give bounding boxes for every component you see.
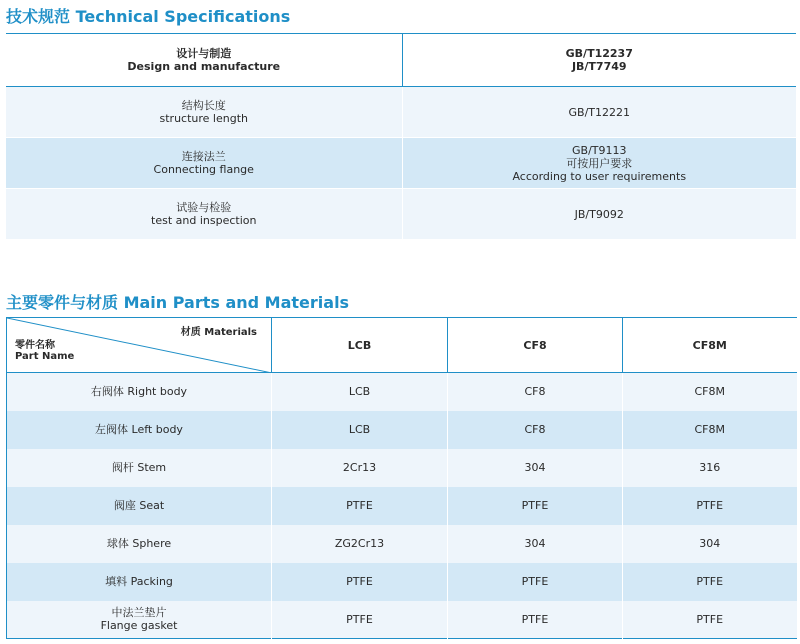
material-cell: CF8M bbox=[694, 385, 725, 399]
table-row bbox=[7, 373, 797, 411]
spec-key-en: test and inspection bbox=[151, 214, 257, 227]
part-cell: 阀杆 Stem bbox=[7, 449, 272, 487]
spec-row-test-inspection bbox=[6, 189, 796, 240]
spec-key-cell bbox=[6, 138, 402, 189]
material-cell: LCB bbox=[272, 411, 448, 449]
table-row bbox=[7, 487, 797, 525]
spec-key-cell bbox=[6, 189, 402, 240]
part-name-en: Part Name bbox=[15, 351, 75, 362]
spec-key-cn: 连接法兰 bbox=[181, 150, 226, 163]
spec-key-cn: 设计与制造 bbox=[176, 47, 232, 60]
part-cell: 阀座 Seat bbox=[7, 487, 272, 525]
material-cell: PTFE bbox=[696, 612, 724, 626]
material-cell: 2Cr13 bbox=[272, 449, 448, 487]
material-cell: ZG2Cr13 bbox=[272, 525, 448, 563]
part-cell: 球体 Sphere bbox=[7, 525, 272, 563]
part-cell: 左阀体 Left body bbox=[7, 411, 272, 449]
spec-row-design bbox=[6, 34, 796, 87]
technical-specifications-title: 技术规范 Technical Specifications bbox=[6, 7, 291, 26]
table-row bbox=[7, 411, 797, 449]
spec-key-en: structure length bbox=[159, 112, 248, 125]
part-cell bbox=[7, 601, 272, 639]
spec-value-cell bbox=[402, 34, 796, 87]
main-parts-materials-title: 主要零件与材质 Main Parts and Materials bbox=[6, 293, 350, 312]
part-name-cn: 中法兰垫片 bbox=[111, 606, 167, 620]
material-cell: 304 bbox=[448, 449, 623, 487]
material-cell: PTFE bbox=[696, 499, 724, 512]
spec-value-line: 可按用户要求 bbox=[566, 156, 633, 170]
part-name-label bbox=[15, 340, 74, 362]
spec-row-connecting-flange bbox=[6, 138, 796, 189]
material-cell: LCB bbox=[272, 373, 448, 411]
spec-value-cell bbox=[402, 138, 796, 189]
column-header-lcb: LCB bbox=[272, 318, 448, 373]
spec-key-en: Connecting flange bbox=[153, 163, 254, 176]
material-cell: PTFE bbox=[272, 487, 448, 525]
material-cell: PTFE bbox=[448, 487, 623, 525]
material-cell: PTFE bbox=[448, 563, 623, 601]
material-cell: 304 bbox=[448, 525, 623, 563]
column-header-cf8: CF8 bbox=[448, 318, 623, 373]
spec-value-line: GB/T12221 bbox=[568, 105, 630, 119]
part-name-cn: 零件名称 bbox=[15, 340, 55, 351]
spec-value-line: JB/T9092 bbox=[574, 207, 624, 221]
part-name-en: Flange gasket bbox=[100, 619, 178, 633]
spec-key-cell bbox=[6, 87, 402, 138]
material-cell: PTFE bbox=[272, 601, 448, 639]
table-row bbox=[7, 449, 797, 487]
spec-key-en: Design and manufacture bbox=[127, 60, 281, 73]
material-cell: CF8M bbox=[694, 423, 725, 436]
table-row bbox=[7, 525, 797, 563]
material-cell: PTFE bbox=[696, 575, 724, 588]
material-cell: CF8 bbox=[448, 411, 623, 449]
technical-specifications-table bbox=[6, 33, 796, 240]
material-cell: PTFE bbox=[272, 563, 448, 601]
spec-row-structure-length bbox=[6, 87, 796, 138]
spec-value-line: GB/T12237 bbox=[565, 47, 633, 60]
material-cell: PTFE bbox=[448, 601, 623, 639]
spec-value-line: According to user requirements bbox=[512, 169, 687, 183]
column-header-cf8m: CF8M bbox=[623, 318, 797, 373]
part-cell: 右阀体 Right body bbox=[7, 373, 272, 411]
material-cell: 304 bbox=[699, 537, 721, 550]
spec-value-cell bbox=[402, 87, 796, 138]
spec-value-line: GB/T9113 bbox=[572, 143, 627, 157]
spec-key-cell bbox=[6, 34, 402, 87]
material-cell: CF8 bbox=[448, 373, 623, 411]
table-row bbox=[7, 601, 797, 639]
diagonal-header-cell bbox=[7, 318, 272, 373]
spec-key-cn: 试验与检验 bbox=[176, 201, 232, 214]
spec-value-line: JB/T7749 bbox=[571, 60, 627, 73]
table-row bbox=[7, 563, 797, 601]
main-parts-materials-table bbox=[6, 317, 797, 639]
material-cell: 316 bbox=[699, 461, 721, 474]
part-cell: 填料 Packing bbox=[7, 563, 272, 601]
spec-key-cn: 结构长度 bbox=[181, 99, 226, 112]
spec-value-cell bbox=[402, 189, 796, 240]
parts-header-row bbox=[7, 318, 797, 373]
materials-label: 材质 Materials bbox=[180, 327, 257, 338]
